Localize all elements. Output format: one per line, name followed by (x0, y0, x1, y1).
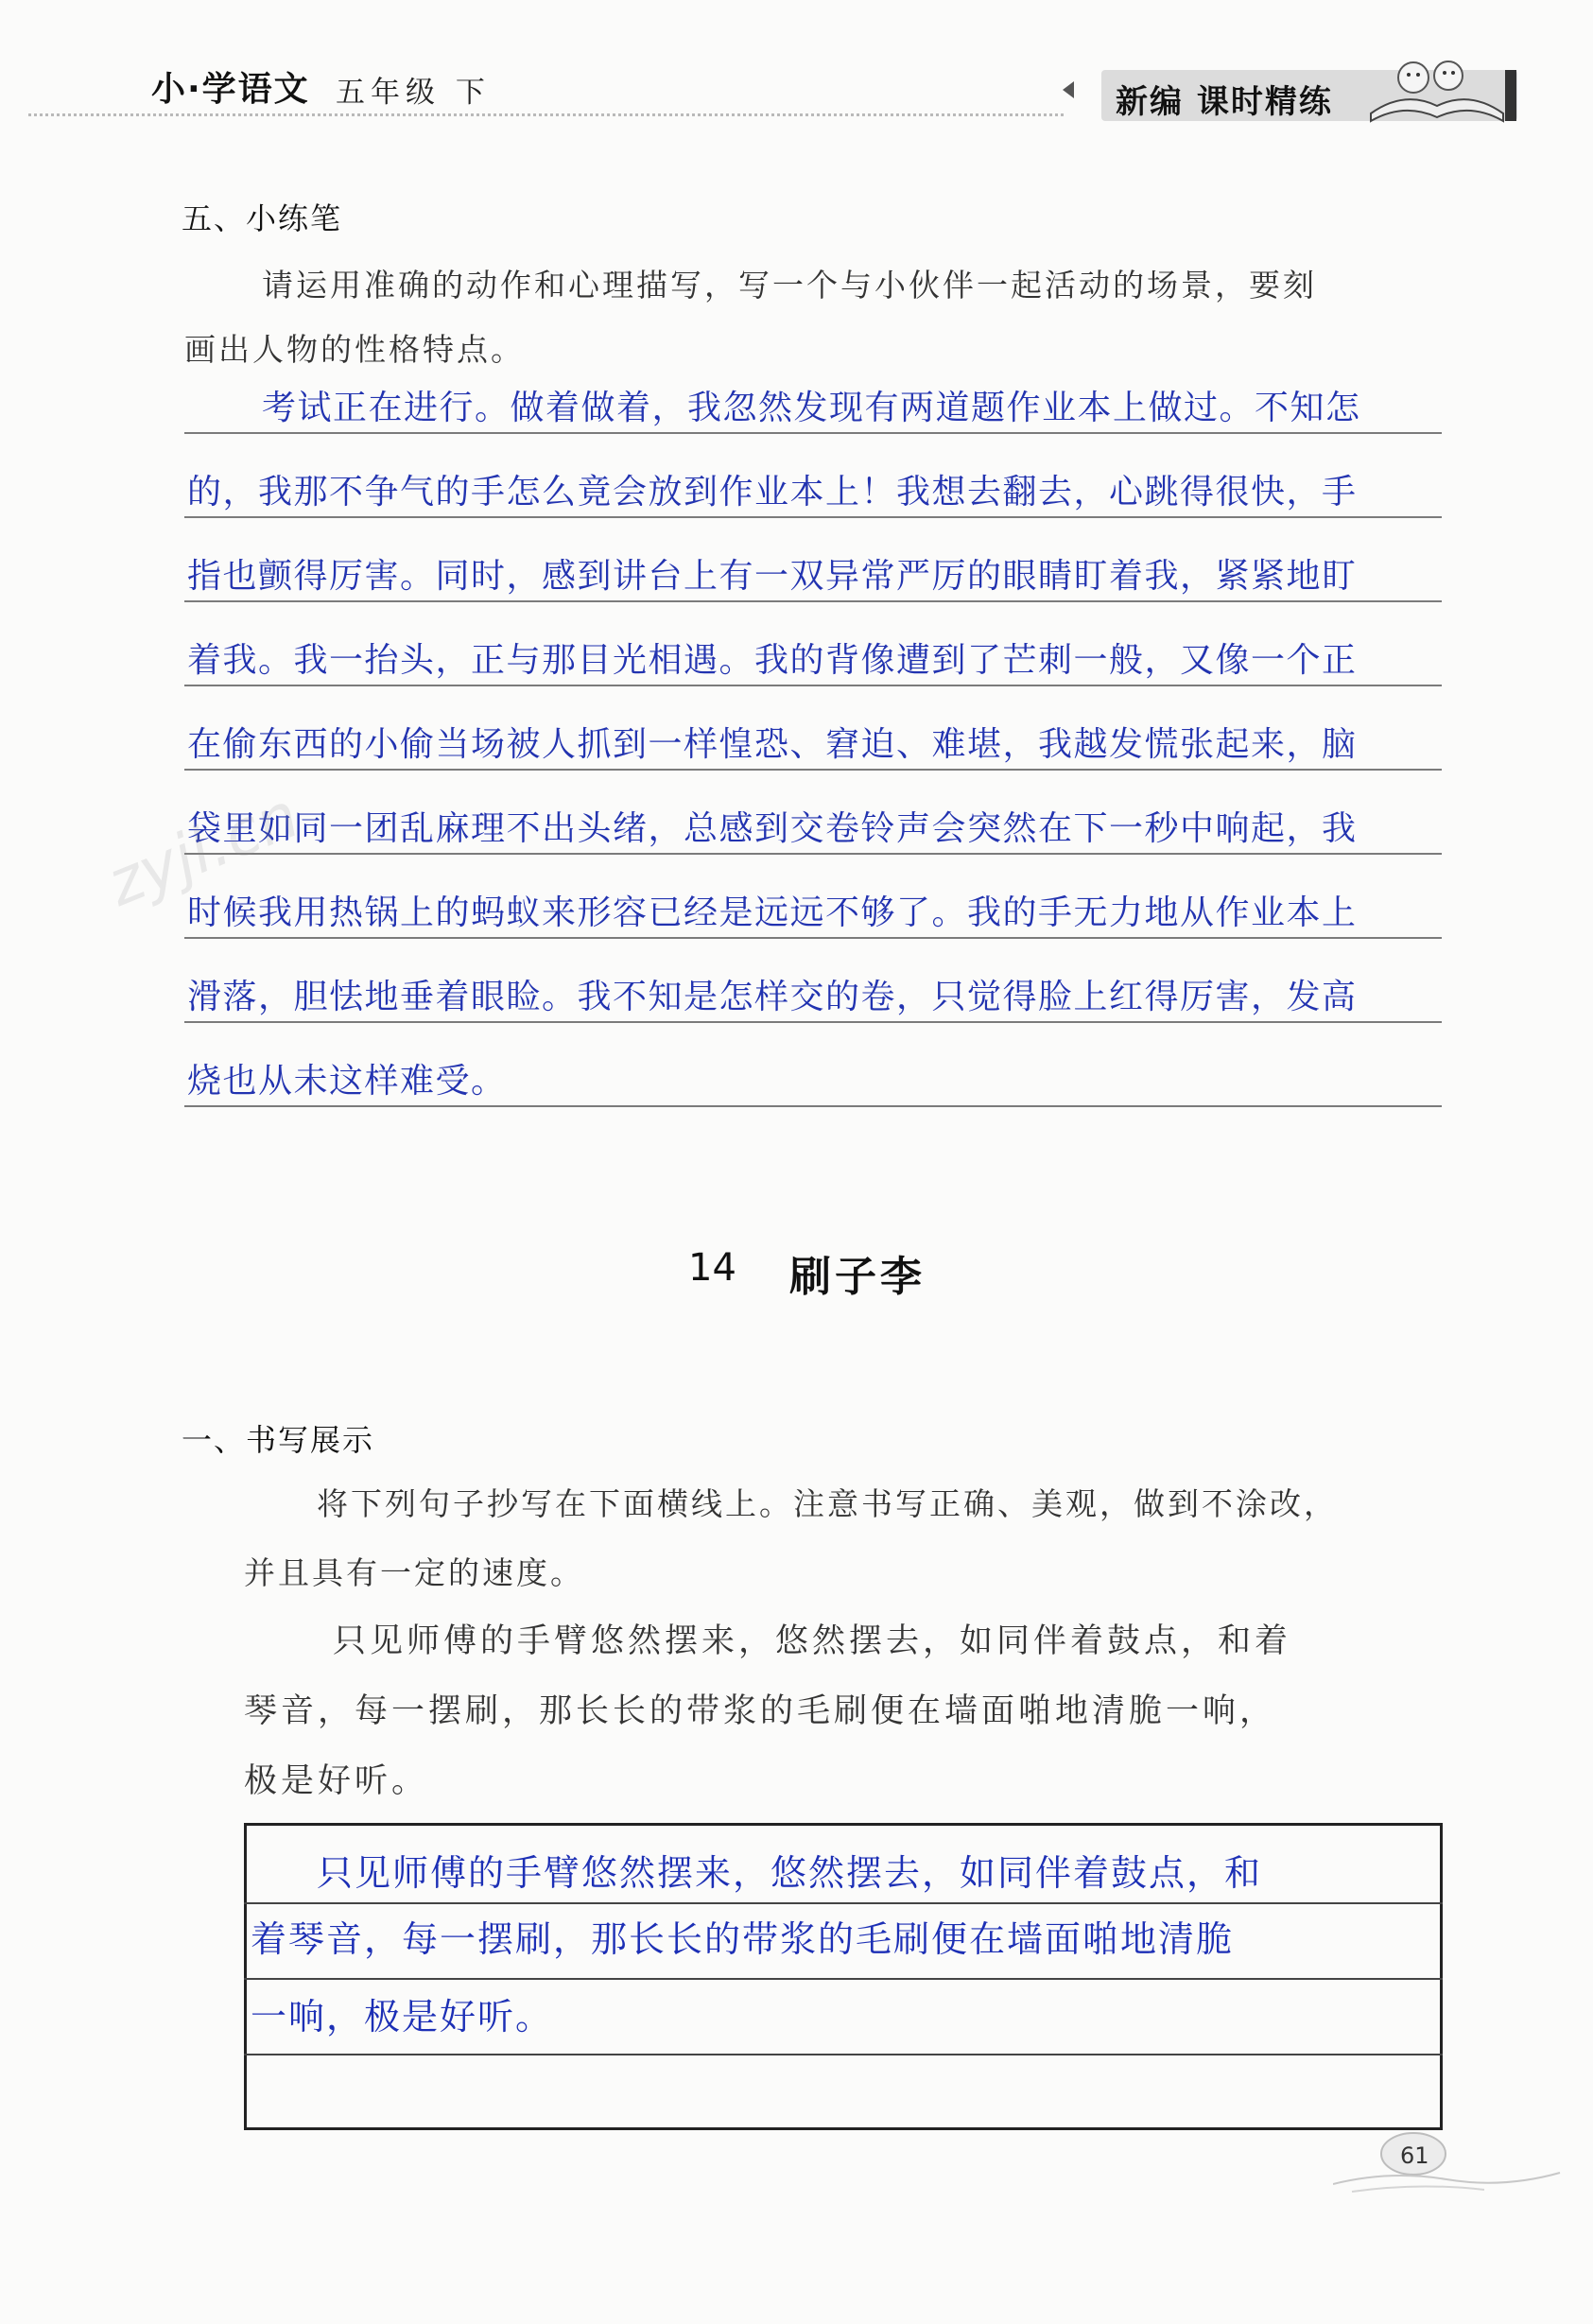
section-5-prompt-line-1: 请运用准确的动作和心理描写，写一个与小伙伴一起活动的场景，要刻 (262, 267, 1317, 304)
header-grade: 五年级 下 (336, 76, 491, 110)
essay-line: 时候我用热锅上的蚂蚁来形容已经是远远不够了。我的手无力地从作业本上 (187, 893, 1358, 932)
essay-line: 烧也从未这样难受。 (187, 1062, 507, 1101)
essay-line: 考试正在进行。做着做着，我忽然发现有两道题作业本上做过。不知怎 (262, 389, 1361, 427)
essay-line: 指也颤得厉害。同时，感到讲台上有一双异常严厉的眼睛盯着我，紧紧地盯 (187, 557, 1358, 596)
page-corner-decoration (1333, 2127, 1569, 2203)
section-1-instruction-line-1: 将下列句子抄写在下面横线上。注意书写正确、美观，做到不涂改， (317, 1485, 1338, 1522)
watermark: zyjl.cn (97, 778, 309, 921)
header-dotted-rule (28, 113, 1064, 116)
essay-line: 袋里如同一团乱麻理不出头绪，总感到交卷铃声会突然在下一秒中响起，我 (187, 809, 1358, 848)
chapter-title: 刷子李 (789, 1253, 926, 1301)
header-subject: 小·学语文 (151, 70, 310, 109)
passage-line-1: 只见师傅的手臂悠然摆来，悠然摆去，如同伴着鼓点，和着 (333, 1622, 1292, 1660)
header-brand: 新编 课时精练 (1116, 83, 1333, 121)
handwriting-line: 只见师傅的手臂悠然摆来，悠然摆去，如同伴着鼓点，和 (317, 1852, 1263, 1894)
passage-line-2: 琴音，每一摆刷，那长长的带浆的毛刷便在墙面啪地清脆一响， (244, 1692, 1277, 1730)
page-number: 61 (1400, 2142, 1429, 2169)
open-book-icon (1361, 47, 1513, 123)
writing-line (244, 1978, 1443, 1980)
writing-line (244, 2054, 1443, 2055)
section-1-instruction-line-2: 并且具有一定的速度。 (244, 1554, 584, 1591)
header-end-bar (1505, 70, 1516, 121)
essay-line: 在偷东西的小偷当场被人抓到一样惶恐、窘迫、难堪，我越发慌张起来，脑 (187, 725, 1358, 764)
handwriting-line: 着琴音，每一摆刷，那长长的带浆的毛刷便在墙面啪地清脆 (251, 1918, 1235, 1960)
section-1-title: 一、书写展示 (182, 1422, 375, 1458)
writing-line (244, 1902, 1443, 1904)
essay-line: 着我。我一抬头，正与那目光相遇。我的背像遭到了芒刺一般，又像一个正 (187, 641, 1358, 680)
left-triangle-icon (1063, 81, 1074, 98)
chapter-number: 14 (688, 1246, 736, 1290)
handwriting-line: 一响，极是好听。 (251, 1996, 554, 2038)
section-5-title: 五、小练笔 (182, 200, 343, 236)
essay-line: 的，我那不争气的手怎么竟会放到作业本上！我想去翻去，心跳得很快，手 (187, 473, 1358, 512)
passage-line-3: 极是好听。 (244, 1762, 429, 1800)
section-5-prompt-line-2: 画出人物的性格特点。 (184, 331, 525, 368)
essay-line: 滑落，胆怯地垂着眼睑。我不知是怎样交的卷，只觉得脸上红得厉害，发高 (187, 978, 1358, 1016)
